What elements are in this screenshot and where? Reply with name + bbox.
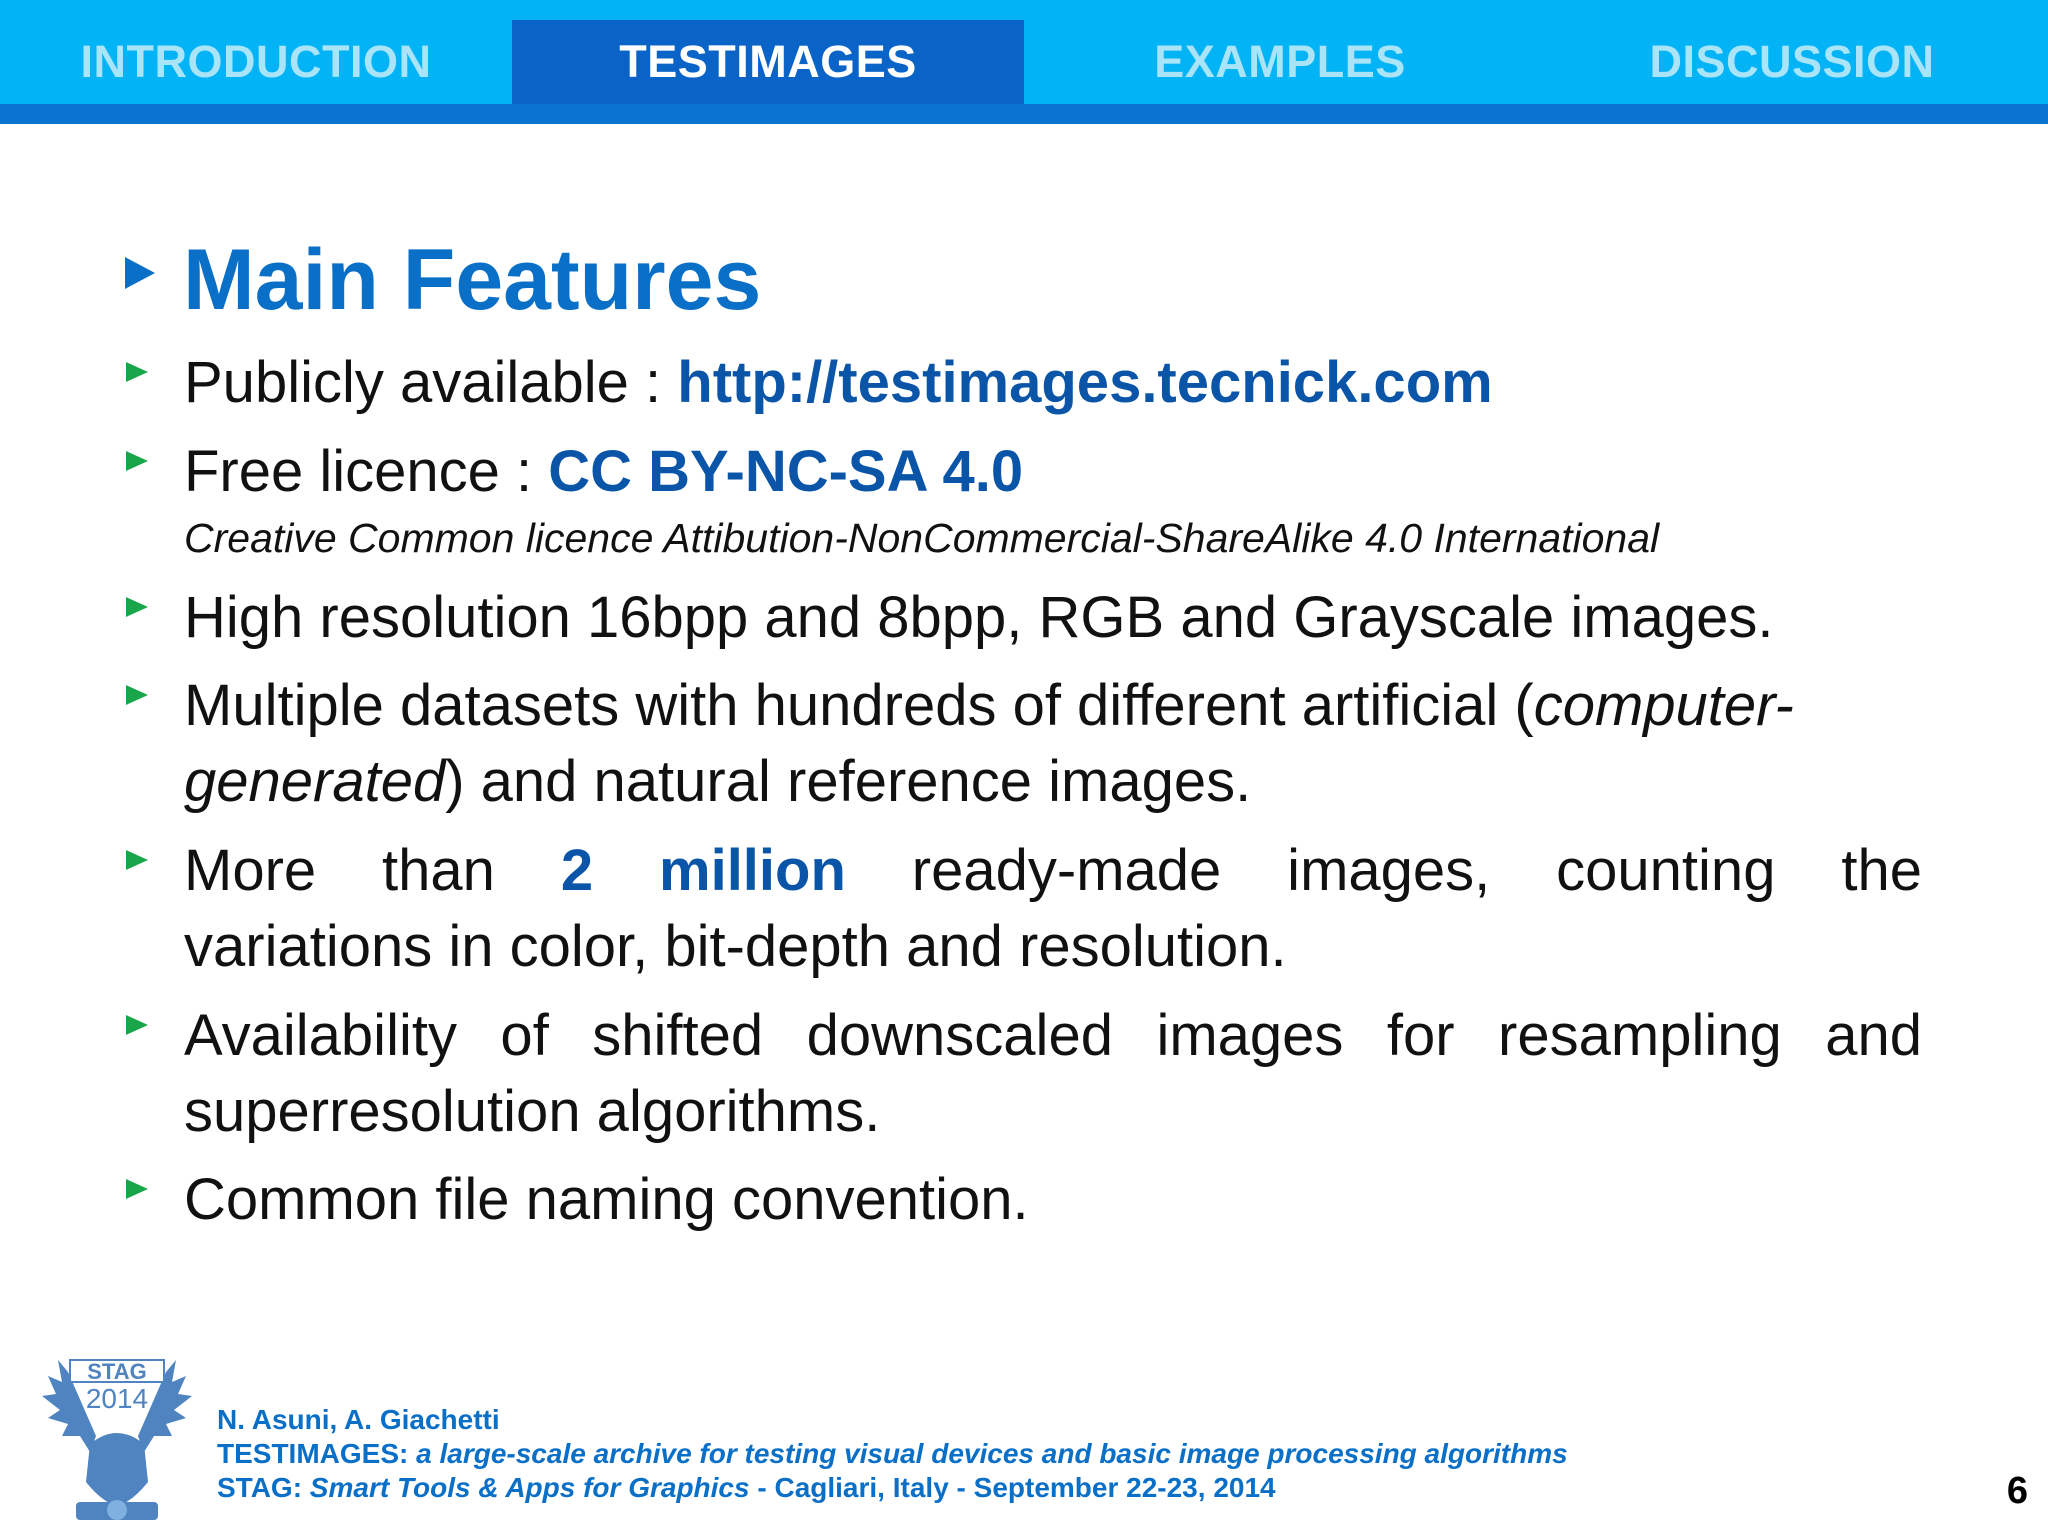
bullet-line-2: superresolution algorithms. — [184, 1079, 881, 1144]
tab-discussion-label: DISCUSSION — [1649, 36, 1935, 87]
bullet-text: Publicly available : — [184, 350, 678, 415]
bullet-million-images — [126, 833, 1922, 985]
bullet-shifted-images — [126, 998, 1922, 1150]
tab-testimages[interactable] — [512, 20, 1024, 104]
bullet-triangle-icon — [126, 850, 148, 870]
bullet-text-before: Multiple datasets with hundreds of different artificial ( — [184, 673, 1534, 738]
bullet-text: Common file naming convention. — [184, 1167, 1029, 1232]
bullet-licence — [126, 434, 1922, 566]
footer-credits — [217, 1403, 1568, 1505]
bullet-public-availability — [126, 345, 1922, 421]
top-navigation-bar — [0, 0, 2048, 104]
heading-text: Main Features — [183, 232, 762, 328]
bullet-triangle-icon — [126, 1015, 148, 1035]
bullet-text: Free licence : — [184, 439, 549, 504]
licence-highlight: CC BY-NC-SA 4.0 — [548, 439, 1024, 504]
stag-2014-logo — [28, 1352, 206, 1520]
bullet-triangle-icon — [126, 685, 148, 705]
bullet-triangle-icon — [126, 451, 148, 471]
bullet-italic-2: generated — [184, 749, 446, 814]
million-highlight: 2 million — [560, 838, 846, 903]
bullet-italic-1: computer- — [1533, 673, 1794, 738]
footer-authors: N. Asuni, A. Giachetti — [217, 1404, 500, 1435]
bullet-datasets — [126, 668, 1922, 820]
tab-discussion[interactable] — [1536, 20, 2048, 104]
bullet-line-1: More than 2 million ready-made images, counting the — [184, 838, 1922, 903]
tab-introduction[interactable] — [0, 20, 512, 104]
tab-examples[interactable] — [1024, 20, 1536, 104]
testimages-link[interactable]: http://testimages.tecnick.com — [677, 350, 1493, 415]
bullet-naming-convention — [126, 1162, 1922, 1238]
bullet-line-1: Availability of shifted downscaled images for resampling and — [184, 1003, 1922, 1068]
logo-year: 2014 — [85, 1383, 149, 1414]
section-heading — [125, 225, 761, 335]
bullet-resolution — [126, 580, 1922, 656]
footer-conference-line: STAG: Smart Tools & Apps for Graphics - Cagliari, Italy - September 22-23, 2014 — [217, 1472, 1276, 1503]
heading-triangle-icon — [125, 257, 155, 289]
navigation-underline — [0, 104, 2048, 124]
tab-introduction-label: INTRODUCTION — [80, 36, 432, 87]
tab-testimages-label: TESTIMAGES — [619, 36, 917, 87]
bullet-triangle-icon — [126, 1179, 148, 1199]
bullet-text: High resolution 16bpp and 8bpp, RGB and Grayscale images. — [184, 585, 1774, 650]
tab-examples-label: EXAMPLES — [1154, 36, 1406, 87]
footer-paper-line: TESTIMAGES: a large-scale archive for testing visual devices and basic image processing algorithms — [217, 1438, 1568, 1469]
bullet-triangle-icon — [126, 597, 148, 617]
page-number: 6 — [2006, 1470, 2028, 1512]
bullet-line-2: variations in color, bit-depth and resolution. — [184, 914, 1287, 979]
bullet-text-after: ) and natural reference images. — [445, 749, 1252, 814]
bullet-triangle-icon — [126, 362, 148, 382]
logo-top-text: STAG — [87, 1359, 147, 1384]
licence-note: Creative Common licence Attibution-NonCommercial-ShareAlike 4.0 International — [184, 515, 1660, 561]
